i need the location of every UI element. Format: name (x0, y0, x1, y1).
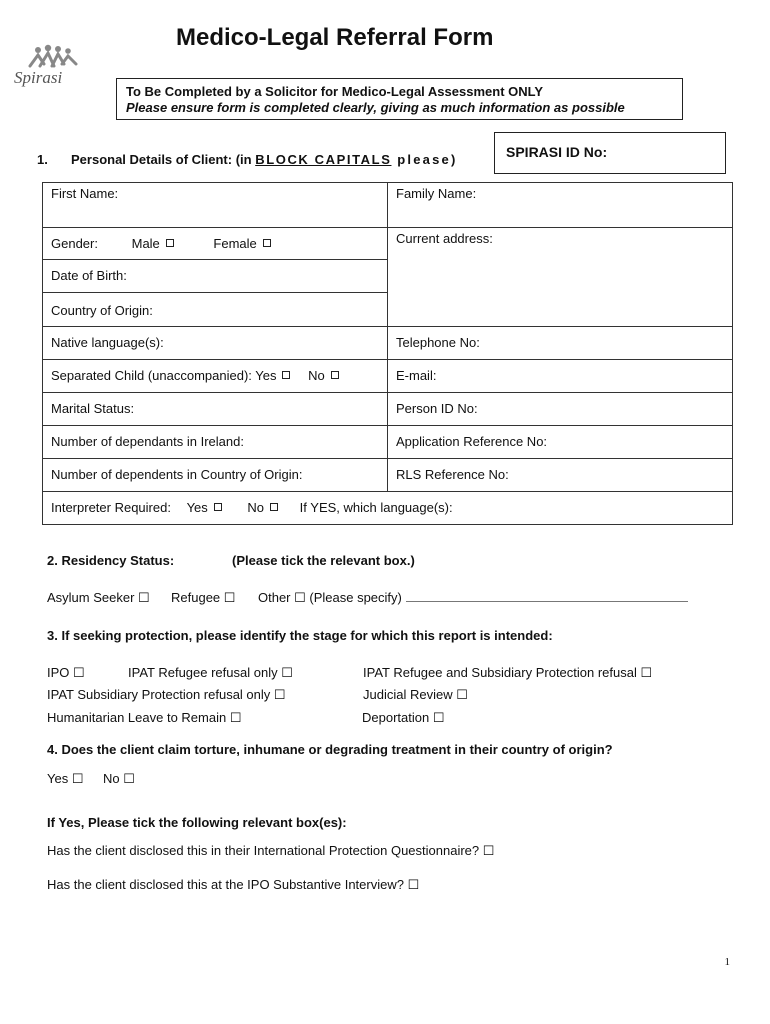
separated-no-checkbox[interactable] (331, 371, 339, 379)
asylum-seeker-option[interactable]: Asylum Seeker ☐ (47, 590, 150, 605)
please-text: please) (391, 152, 458, 167)
torture-yes-option[interactable]: Yes ☐ (47, 771, 84, 786)
dependents-origin-field[interactable] (43, 459, 388, 492)
interpreter-yes-checkbox[interactable] (214, 503, 222, 511)
first-name-field[interactable] (43, 183, 388, 228)
section-3-heading: 3. If seeking protection, please identify the stage for which this report is intended: (47, 628, 553, 643)
page-number: 1 (724, 956, 730, 968)
interview-option[interactable]: Has the client disclosed this at the IPO Substantive Interview? ☐ (47, 877, 420, 892)
marital-status-label: Marital Status: (51, 401, 135, 416)
ipo-option[interactable]: IPO ☐ (47, 665, 85, 680)
other-specify-line[interactable] (406, 591, 688, 602)
deportation-option[interactable]: Deportation ☐ (362, 710, 445, 725)
native-language-field[interactable] (43, 327, 388, 360)
section-1-heading (71, 152, 457, 167)
separated-child-field (43, 360, 388, 393)
personal-details-table (42, 182, 733, 525)
notice-line-2: Please ensure form is completed clearly, giving as much information as possible (126, 100, 625, 115)
section-2-heading: 2. Residency Status: (47, 553, 175, 568)
family-name-field[interactable] (388, 183, 733, 228)
ipat-subsidiary-option[interactable]: IPAT Subsidiary Protection refusal only ☐ (47, 687, 286, 702)
notice-box (116, 78, 683, 120)
country-origin-label: Country of Origin: (51, 303, 153, 318)
marital-status-field[interactable] (43, 393, 388, 426)
dependants-ireland-label: Number of dependants in Ireland: (51, 434, 244, 449)
rls-ref-field[interactable] (388, 459, 733, 492)
interpreter-language-label: If YES, which language(s): (299, 500, 453, 515)
notice-line-1: To Be Completed by a Solicitor for Medico-Legal Assessment ONLY (126, 84, 544, 99)
spirasi-id-label: SPIRASI ID No: (506, 144, 608, 160)
email-field[interactable] (388, 360, 733, 393)
separated-no-label: No (308, 368, 325, 383)
male-checkbox[interactable] (166, 239, 174, 247)
humanitarian-option[interactable]: Humanitarian Leave to Remain ☐ (47, 710, 242, 725)
ipat-refugee-option[interactable]: IPAT Refugee refusal only ☐ (128, 665, 293, 680)
spirasi-logo (10, 44, 90, 90)
logo-text: Spirasi (14, 68, 63, 87)
current-address-label: Current address: (396, 231, 493, 246)
male-option[interactable] (132, 236, 174, 251)
rls-ref-label: RLS Reference No: (396, 467, 509, 482)
dependents-origin-label: Number of dependents in Country of Origin: (51, 467, 303, 482)
other-option[interactable] (258, 590, 688, 606)
application-ref-label: Application Reference No: (396, 434, 548, 449)
gender-field (43, 228, 388, 260)
if-yes-heading: If Yes, Please tick the following relevant box(es): (47, 815, 347, 830)
telephone-field[interactable] (388, 327, 733, 360)
section-4-heading: 4. Does the client claim torture, inhumane or degrading treatment in their country of origin? (47, 742, 613, 757)
interpreter-no-label: No (247, 500, 265, 515)
female-option[interactable] (213, 236, 270, 251)
torture-no-option[interactable]: No ☐ (103, 771, 135, 786)
male-label: Male (131, 236, 160, 251)
questionnaire-option[interactable]: Has the client disclosed this in their International Protection Questionnaire? ☐ (47, 843, 495, 858)
family-name-label: Family Name: (396, 186, 477, 201)
female-checkbox[interactable] (263, 239, 271, 247)
separated-yes-checkbox[interactable] (282, 371, 290, 379)
interpreter-yes-label: Yes (186, 500, 208, 515)
email-label: E-mail: (396, 368, 437, 383)
person-id-field[interactable] (388, 393, 733, 426)
interpreter-field (43, 492, 733, 525)
person-id-label: Person ID No: (396, 401, 478, 416)
interpreter-label: Interpreter Required: (51, 500, 171, 515)
dob-label: Date of Birth: (51, 268, 127, 283)
first-name-label: First Name: (51, 186, 119, 201)
section-1-number: 1. (37, 152, 48, 167)
section-2-note: (Please tick the relevant box.) (232, 553, 415, 568)
refugee-option[interactable]: Refugee ☐ (171, 590, 236, 605)
country-origin-field[interactable] (43, 293, 388, 327)
form-title: Medico-Legal Referral Form (176, 24, 494, 51)
application-ref-field[interactable] (388, 426, 733, 459)
current-address-field[interactable] (388, 228, 733, 327)
interpreter-no-checkbox[interactable] (270, 503, 278, 511)
telephone-label: Telephone No: (396, 335, 480, 350)
block-capitals-text: BLOCK CAPITALS (255, 152, 392, 167)
other-label: Other ☐ (Please specify) (258, 590, 402, 605)
female-label: Female (213, 236, 257, 251)
native-language-label: Native language(s): (51, 335, 164, 350)
spirasi-id-field[interactable] (494, 132, 726, 174)
dob-field[interactable] (43, 260, 388, 293)
section-1-heading-text: Personal Details of Client: (in (71, 152, 256, 167)
judicial-review-option[interactable]: Judicial Review ☐ (363, 687, 468, 702)
gender-label: Gender: (51, 236, 98, 251)
ipat-both-option[interactable]: IPAT Refugee and Subsidiary Protection refusal ☐ (363, 665, 653, 680)
dependants-ireland-field[interactable] (43, 426, 388, 459)
separated-child-label: Separated Child (unaccompanied): Yes (51, 368, 277, 383)
